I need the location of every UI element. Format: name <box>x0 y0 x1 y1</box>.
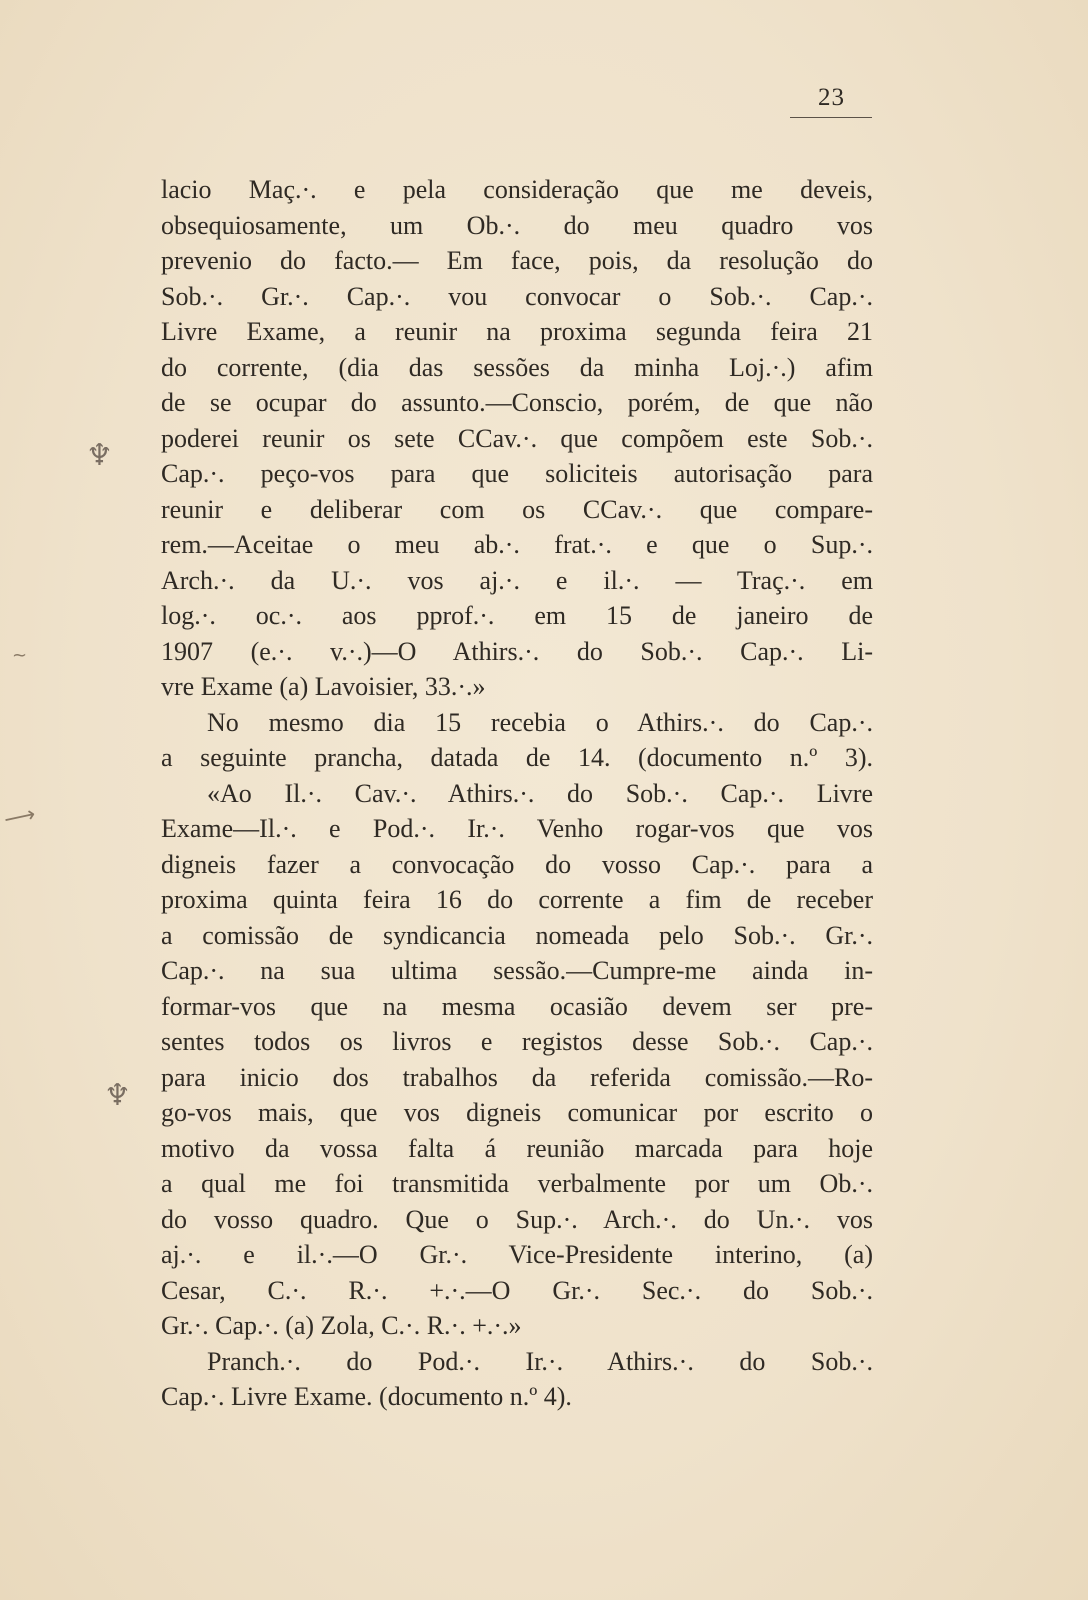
margin-pencil-mark: ♆ <box>104 1078 131 1113</box>
text-line: aj.·. e il.·.—O Gr.·. Vice-Presidente interino, (a) <box>161 1240 873 1269</box>
text-line: digneis fazer a convocação do vosso Cap.·. para a <box>161 849 873 879</box>
text-line: Pranch.·. do Pod.·. Ir.·. Athirs.·. do Sob.·. <box>207 1346 873 1376</box>
text-line: Cap.·. na sua ultima sessão.—Cumpre-me ainda in- <box>161 956 873 985</box>
text-line: a seguinte prancha, datada de 14. (documento n.º 3). <box>161 743 873 772</box>
text-line: log.·. oc.·. aos pprof.·. em 15 de janeiro de <box>161 601 873 630</box>
text-line: formar-vos que na mesma ocasião devem ser pre- <box>161 991 873 1021</box>
page-number: 23 <box>818 84 845 111</box>
text-line: do corrente, (dia das sessões da minha Loj.·.) afim <box>161 352 873 382</box>
page-number-rule <box>790 117 872 118</box>
text-line: lacio Maç.·. e pela consideração que me deveis, <box>161 175 873 204</box>
margin-tick-mark: ~ <box>12 645 28 666</box>
text-line: vre Exame (a) Lavoisier, 33.·.» <box>161 672 486 701</box>
text-line: sentes todos os livros e registos desse Sob.·. Cap.·. <box>161 1027 873 1056</box>
text-line: Arch.·. da U.·. vos aj.·. e il.·. — Traç.·. em <box>161 565 873 595</box>
text-line: Cesar, C.·. R.·. +.·.—O Gr.·. Sec.·. do Sob.·. <box>161 1275 873 1305</box>
text-line: poderei reunir os sete CCav.·. que compõem este Sob.·. <box>161 423 873 453</box>
text-line: motivo da vossa falta á reunião marcada para hoje <box>161 1133 873 1163</box>
text-line: 1907 (e.·. v.·.)—O Athirs.·. do Sob.·. Cap.·. Li- <box>161 636 873 666</box>
text-line: proxima quinta feira 16 do corrente a fim de receber <box>161 885 873 914</box>
text-line: Sob.·. Gr.·. Cap.·. vou convocar o Sob.·. Cap.·. <box>161 281 873 311</box>
text-line: Exame—Il.·. e Pod.·. Ir.·. Venho rogar-vos que vos <box>161 814 873 843</box>
text-line: do vosso quadro. Que o Sup.·. Arch.·. do Un.·. vos <box>161 1204 873 1234</box>
text-line: prevenio do facto.— Em face, pois, da resolução do <box>161 246 873 275</box>
text-line: para inicio dos trabalhos da referida comissão.—Ro- <box>161 1062 873 1092</box>
text-line: obsequiosamente, um Ob.·. do meu quadro vos <box>161 210 873 240</box>
text-line: a qual me foi transmitida verbalmente por um Ob.·. <box>161 1169 873 1198</box>
text-line: Livre Exame, a reunir na proxima segunda feira 21 <box>161 317 873 346</box>
margin-pencil-mark: ♆ <box>86 438 113 473</box>
text-line: reunir e deliberar com os CCav.·. que compare- <box>161 494 873 524</box>
text-line: Gr.·. Cap.·. (a) Zola, C.·. R.·. +.·.» <box>161 1311 522 1340</box>
text-line: No mesmo dia 15 recebia o Athirs.·. do Cap.·. <box>207 707 873 737</box>
text-line: a comissão de syndicancia nomeada pelo Sob.·. Gr.·. <box>161 920 873 950</box>
text-line: Cap.·. peço-vos para que soliciteis autorisação para <box>161 459 873 488</box>
text-line: Cap.·. Livre Exame. (documento n.º 4). <box>161 1382 572 1411</box>
text-line: go-vos mais, que vos digneis comunicar por escrito o <box>161 1098 873 1127</box>
text-line: rem.—Aceitae o meu ab.·. frat.·. e que o Sup.·. <box>161 530 873 559</box>
margin-arrow-mark: ⟶ <box>1 801 38 834</box>
body-text <box>161 172 873 1415</box>
text-line: de se ocupar do assunto.—Conscio, porém, de que não <box>161 388 873 417</box>
text-line: «Ao Il.·. Cav.·. Athirs.·. do Sob.·. Cap.·. Livre <box>207 778 873 808</box>
